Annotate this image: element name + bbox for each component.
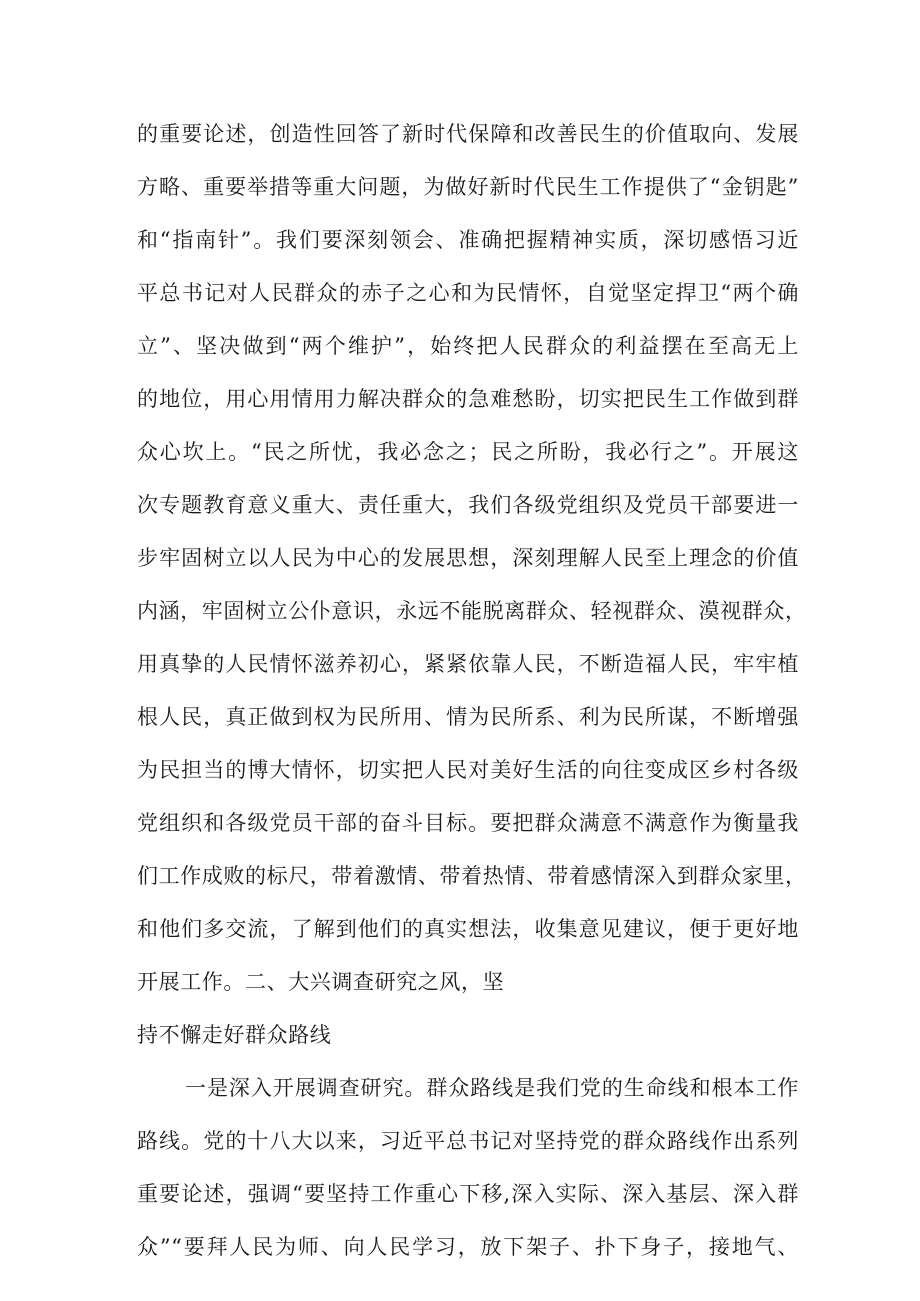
body-text-line: 步牢固树立以人民为中心的发展思想，深刻理解人民至上理念的价值: [137, 546, 799, 570]
section-heading-line: 持不懈走好群众路线: [137, 1023, 332, 1047]
paragraph-first-line: 一是深入开展调查研究。群众路线是我们党的生命线和根本工作: [185, 1076, 799, 1100]
body-text-line: 次专题教育意义重大、责任重大，我们各级党组织及党员干部要进一: [137, 493, 799, 517]
body-text-line: 为民担当的博大情怀，切实把人民对美好生活的向往变成区乡村各级: [137, 758, 799, 782]
body-text-line: 方略、重要举措等重大问题，为做好新时代民生工作提供了“金钥匙”: [137, 175, 799, 199]
body-text-line: 平总书记对人民群众的赤子之心和为民情怀，自觉坚定捍卫“两个确: [137, 281, 799, 305]
body-text-line: 和他们多交流，了解到他们的真实想法，收集意见建议，便于更好地: [137, 917, 799, 941]
body-text-line: 用真挚的人民情怀滋养初心，紧紧依靠人民，不断造福人民，牢牢植: [137, 652, 799, 676]
body-text-line: 立”、坚决做到“两个维护”，始终把人民群众的利益摆在至高无上: [137, 334, 799, 358]
body-text-line: 路线。党的十八大以来，习近平总书记对坚持党的群众路线作出系列: [137, 1129, 799, 1153]
body-text-line: 重要论述，强调“要坚持工作重心下移,深入实际、深入基层、深入群: [137, 1182, 799, 1206]
body-text-line: 众”“要拜人民为师、向人民学习，放下架子、扑下身子，接地气、: [137, 1235, 799, 1259]
body-text-line: 开展工作。二、大兴调查研究之风，坚: [137, 970, 505, 994]
body-text-line: 根人民，真正做到权为民所用、情为民所系、利为民所谋，不断增强: [137, 705, 799, 729]
body-text-line: 的重要论述，创造性回答了新时代保障和改善民生的价值取向、发展: [137, 122, 799, 146]
body-text-line: 们工作成败的标尺，带着激情、带着热情、带着感情深入到群众家里，: [137, 864, 807, 888]
body-text-line: 内涵，牢固树立公仆意识，永远不能脱离群众、轻视群众、漠视群众，: [137, 599, 807, 623]
body-text-line: 众心坎上。“民之所忧，我必念之；民之所盼，我必行之”。开展这: [137, 440, 799, 464]
body-text-line: 和“指南针”。我们要深刻领会、准确把握精神实质，深切感悟习近: [137, 228, 799, 252]
body-text-line: 党组织和各级党员干部的奋斗目标。要把群众满意不满意作为衡量我: [137, 811, 799, 835]
body-text-line: 的地位，用心用情用力解决群众的急难愁盼，切实把民生工作做到群: [137, 387, 799, 411]
